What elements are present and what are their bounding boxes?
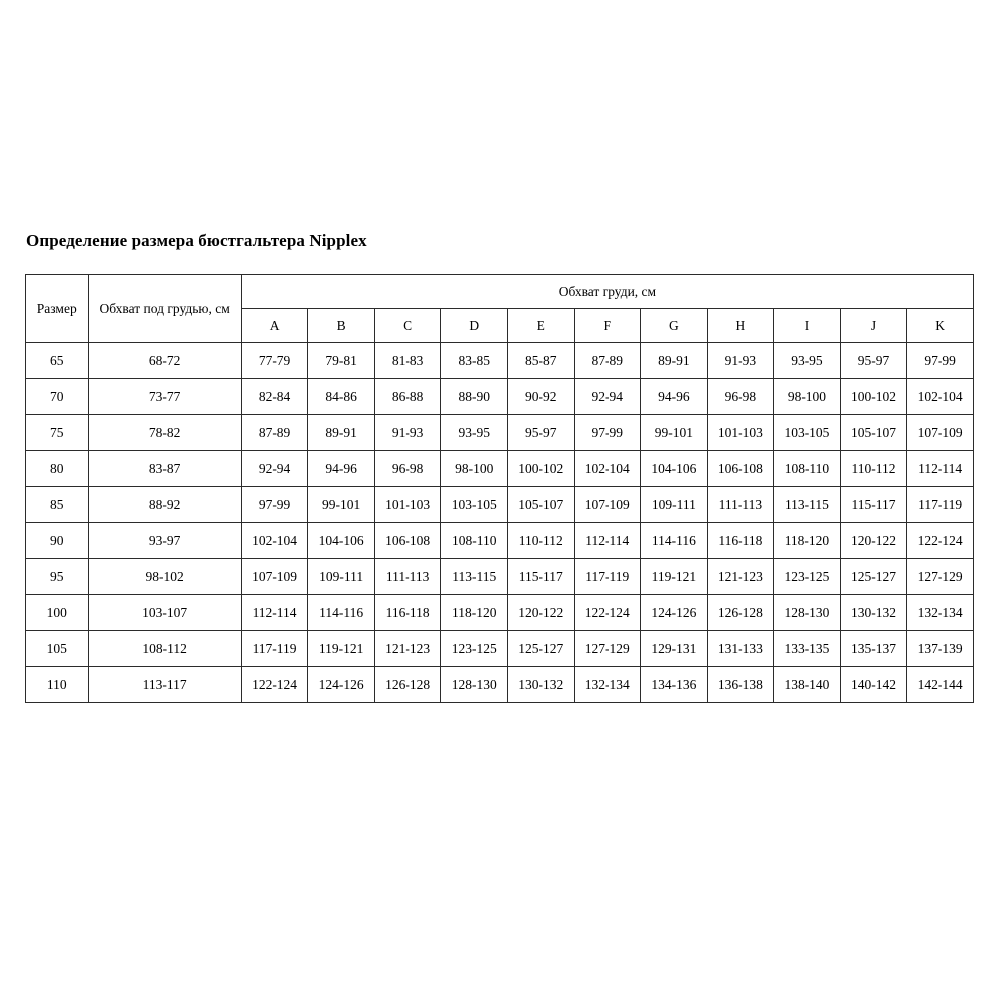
cell-cup-h: 121-123 <box>707 559 774 595</box>
cell-cup-g: 109-111 <box>641 487 708 523</box>
cell-cup-j: 125-127 <box>840 559 907 595</box>
cell-cup-b: 104-106 <box>308 523 375 559</box>
cell-cup-f: 87-89 <box>574 343 641 379</box>
cell-cup-f: 112-114 <box>574 523 641 559</box>
cell-cup-e: 85-87 <box>507 343 574 379</box>
cell-cup-h: 96-98 <box>707 379 774 415</box>
cell-cup-g: 114-116 <box>641 523 708 559</box>
cell-cup-h: 106-108 <box>707 451 774 487</box>
cell-cup-k: 132-134 <box>907 595 974 631</box>
cell-cup-a: 117-119 <box>241 631 308 667</box>
cell-cup-g: 129-131 <box>641 631 708 667</box>
cell-cup-i: 128-130 <box>774 595 841 631</box>
page-title: Определение размера бюстгальтера Nipplex <box>26 231 367 250</box>
cell-cup-a: 77-79 <box>241 343 308 379</box>
table-row <box>26 343 974 379</box>
bra-size-table <box>25 274 974 703</box>
row-size: 100 <box>26 595 89 631</box>
cell-cup-h: 136-138 <box>707 667 774 703</box>
cell-cup-g: 104-106 <box>641 451 708 487</box>
cell-cup-e: 130-132 <box>507 667 574 703</box>
row-size: 70 <box>26 379 89 415</box>
cell-cup-a: 92-94 <box>241 451 308 487</box>
cell-cup-i: 133-135 <box>774 631 841 667</box>
cell-cup-b: 84-86 <box>308 379 375 415</box>
cell-cup-g: 119-121 <box>641 559 708 595</box>
cell-cup-c: 116-118 <box>374 595 441 631</box>
cell-cup-k: 112-114 <box>907 451 974 487</box>
cell-cup-f: 102-104 <box>574 451 641 487</box>
cell-cup-j: 105-107 <box>840 415 907 451</box>
cell-cup-h: 126-128 <box>707 595 774 631</box>
cell-cup-c: 106-108 <box>374 523 441 559</box>
cell-cup-d: 93-95 <box>441 415 508 451</box>
cell-cup-a: 112-114 <box>241 595 308 631</box>
row-size: 85 <box>26 487 89 523</box>
cell-cup-i: 93-95 <box>774 343 841 379</box>
cell-cup-k: 97-99 <box>907 343 974 379</box>
header-cup-b: B <box>308 309 375 343</box>
cell-cup-j: 110-112 <box>840 451 907 487</box>
cell-cup-c: 86-88 <box>374 379 441 415</box>
cell-cup-d: 108-110 <box>441 523 508 559</box>
table-row <box>26 523 974 559</box>
cell-cup-d: 83-85 <box>441 343 508 379</box>
header-cup-d: D <box>441 309 508 343</box>
cell-cup-b: 124-126 <box>308 667 375 703</box>
cell-cup-b: 79-81 <box>308 343 375 379</box>
cell-cup-j: 120-122 <box>840 523 907 559</box>
cell-cup-e: 105-107 <box>507 487 574 523</box>
cell-cup-d: 118-120 <box>441 595 508 631</box>
cell-cup-a: 122-124 <box>241 667 308 703</box>
cell-cup-i: 138-140 <box>774 667 841 703</box>
cell-cup-b: 89-91 <box>308 415 375 451</box>
row-underbust: 73-77 <box>88 379 241 415</box>
cell-cup-k: 142-144 <box>907 667 974 703</box>
cell-cup-a: 82-84 <box>241 379 308 415</box>
cell-cup-h: 91-93 <box>707 343 774 379</box>
row-underbust: 98-102 <box>88 559 241 595</box>
cell-cup-j: 140-142 <box>840 667 907 703</box>
row-underbust: 68-72 <box>88 343 241 379</box>
cell-cup-g: 124-126 <box>641 595 708 631</box>
cell-cup-j: 100-102 <box>840 379 907 415</box>
cell-cup-i: 123-125 <box>774 559 841 595</box>
cell-cup-j: 95-97 <box>840 343 907 379</box>
table-row <box>26 595 974 631</box>
cell-cup-i: 98-100 <box>774 379 841 415</box>
cell-cup-i: 118-120 <box>774 523 841 559</box>
cell-cup-d: 88-90 <box>441 379 508 415</box>
cell-cup-i: 113-115 <box>774 487 841 523</box>
cell-cup-e: 120-122 <box>507 595 574 631</box>
cell-cup-f: 107-109 <box>574 487 641 523</box>
row-size: 95 <box>26 559 89 595</box>
row-underbust: 93-97 <box>88 523 241 559</box>
table-row <box>26 667 974 703</box>
cell-cup-c: 96-98 <box>374 451 441 487</box>
header-underbust: Обхват под грудью, см <box>88 275 241 343</box>
header-cup-a: A <box>241 309 308 343</box>
cell-cup-b: 109-111 <box>308 559 375 595</box>
cell-cup-c: 111-113 <box>374 559 441 595</box>
cell-cup-f: 92-94 <box>574 379 641 415</box>
cell-cup-e: 115-117 <box>507 559 574 595</box>
row-size: 80 <box>26 451 89 487</box>
cell-cup-c: 121-123 <box>374 631 441 667</box>
cell-cup-k: 117-119 <box>907 487 974 523</box>
cell-cup-e: 100-102 <box>507 451 574 487</box>
cell-cup-b: 114-116 <box>308 595 375 631</box>
header-cup-k: K <box>907 309 974 343</box>
cell-cup-c: 126-128 <box>374 667 441 703</box>
table-head <box>26 275 974 343</box>
row-underbust: 108-112 <box>88 631 241 667</box>
cell-cup-g: 94-96 <box>641 379 708 415</box>
header-cup-e: E <box>507 309 574 343</box>
cell-cup-h: 111-113 <box>707 487 774 523</box>
cell-cup-f: 127-129 <box>574 631 641 667</box>
cell-cup-k: 107-109 <box>907 415 974 451</box>
cell-cup-e: 125-127 <box>507 631 574 667</box>
row-underbust: 78-82 <box>88 415 241 451</box>
cell-cup-c: 91-93 <box>374 415 441 451</box>
cell-cup-h: 131-133 <box>707 631 774 667</box>
cell-cup-f: 97-99 <box>574 415 641 451</box>
table-row <box>26 487 974 523</box>
cell-cup-e: 110-112 <box>507 523 574 559</box>
cell-cup-b: 99-101 <box>308 487 375 523</box>
cell-cup-d: 128-130 <box>441 667 508 703</box>
row-underbust: 83-87 <box>88 451 241 487</box>
row-underbust: 88-92 <box>88 487 241 523</box>
cell-cup-g: 99-101 <box>641 415 708 451</box>
cell-cup-e: 90-92 <box>507 379 574 415</box>
cell-cup-d: 123-125 <box>441 631 508 667</box>
cell-cup-k: 122-124 <box>907 523 974 559</box>
header-cup-h: H <box>707 309 774 343</box>
header-bust-group: Обхват груди, см <box>241 275 973 309</box>
cell-cup-j: 115-117 <box>840 487 907 523</box>
cell-cup-k: 137-139 <box>907 631 974 667</box>
cell-cup-a: 107-109 <box>241 559 308 595</box>
header-cup-j: J <box>840 309 907 343</box>
table-row <box>26 379 974 415</box>
row-underbust: 103-107 <box>88 595 241 631</box>
row-underbust: 113-117 <box>88 667 241 703</box>
cell-cup-c: 101-103 <box>374 487 441 523</box>
row-size: 65 <box>26 343 89 379</box>
cell-cup-d: 98-100 <box>441 451 508 487</box>
cell-cup-k: 127-129 <box>907 559 974 595</box>
cell-cup-a: 87-89 <box>241 415 308 451</box>
cell-cup-h: 116-118 <box>707 523 774 559</box>
header-cup-i: I <box>774 309 841 343</box>
cell-cup-e: 95-97 <box>507 415 574 451</box>
cell-cup-b: 119-121 <box>308 631 375 667</box>
table-row <box>26 559 974 595</box>
table-row <box>26 451 974 487</box>
header-size: Размер <box>26 275 89 343</box>
cell-cup-g: 89-91 <box>641 343 708 379</box>
row-size: 105 <box>26 631 89 667</box>
cell-cup-g: 134-136 <box>641 667 708 703</box>
table-row <box>26 631 974 667</box>
cell-cup-d: 113-115 <box>441 559 508 595</box>
cell-cup-a: 102-104 <box>241 523 308 559</box>
table-header-row-top <box>26 275 974 309</box>
cell-cup-i: 103-105 <box>774 415 841 451</box>
cell-cup-b: 94-96 <box>308 451 375 487</box>
cell-cup-f: 122-124 <box>574 595 641 631</box>
cell-cup-f: 132-134 <box>574 667 641 703</box>
cell-cup-j: 135-137 <box>840 631 907 667</box>
table-body <box>26 343 974 703</box>
header-cup-g: G <box>641 309 708 343</box>
row-size: 110 <box>26 667 89 703</box>
row-size: 75 <box>26 415 89 451</box>
cell-cup-d: 103-105 <box>441 487 508 523</box>
cell-cup-j: 130-132 <box>840 595 907 631</box>
cell-cup-f: 117-119 <box>574 559 641 595</box>
cell-cup-a: 97-99 <box>241 487 308 523</box>
row-size: 90 <box>26 523 89 559</box>
table-row <box>26 415 974 451</box>
header-cup-c: C <box>374 309 441 343</box>
cell-cup-c: 81-83 <box>374 343 441 379</box>
cell-cup-h: 101-103 <box>707 415 774 451</box>
cell-cup-i: 108-110 <box>774 451 841 487</box>
header-cup-f: F <box>574 309 641 343</box>
cell-cup-k: 102-104 <box>907 379 974 415</box>
